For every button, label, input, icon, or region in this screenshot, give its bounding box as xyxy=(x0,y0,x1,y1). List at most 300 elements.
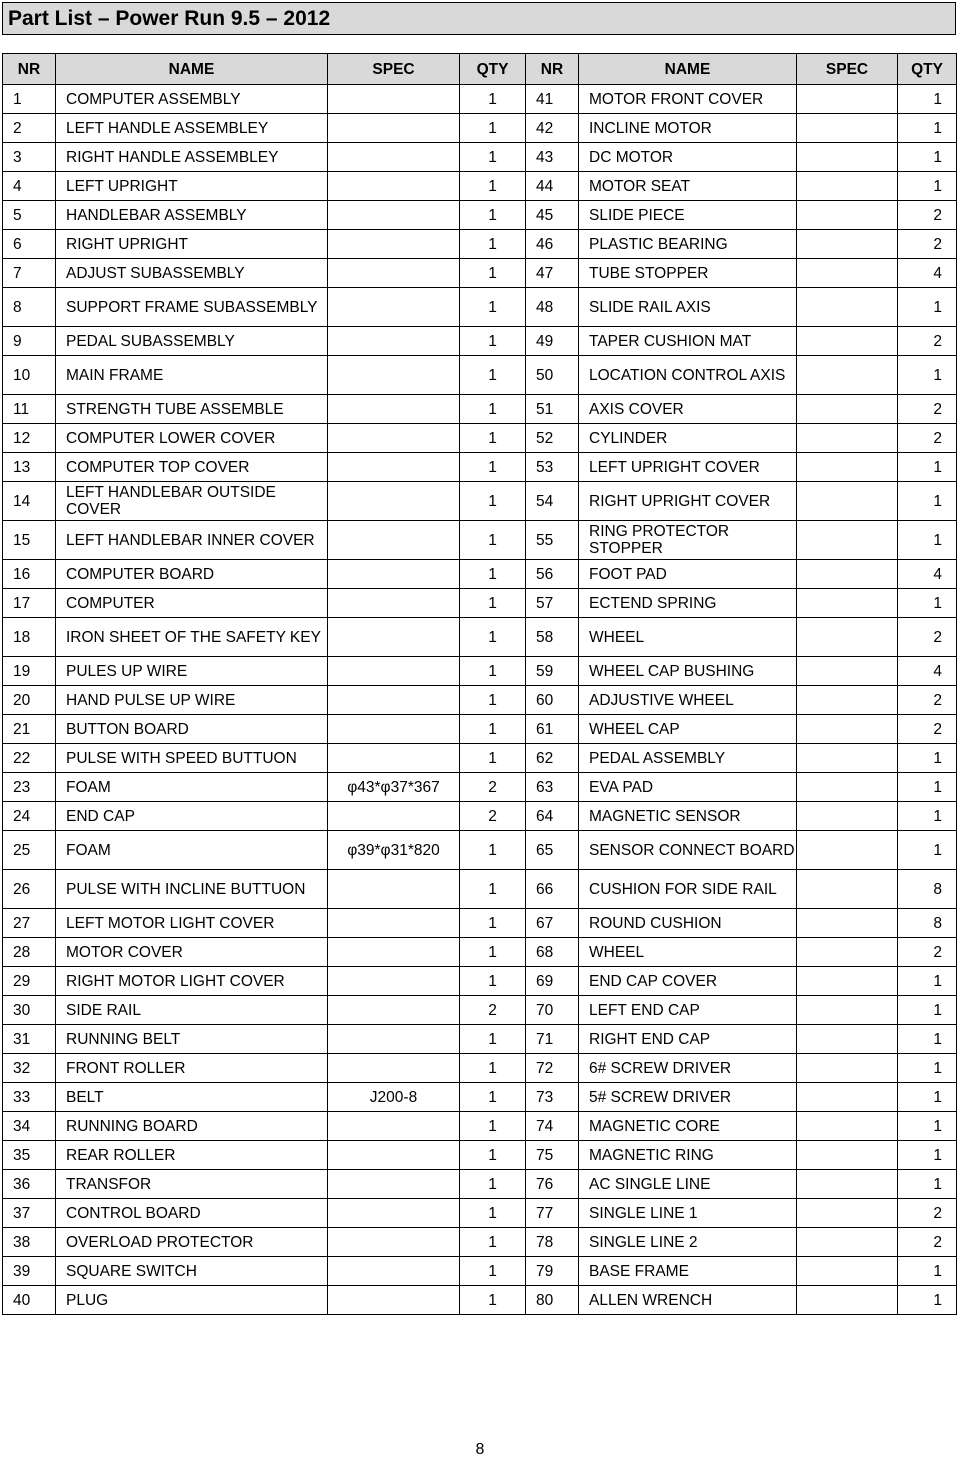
left-part-qty: 1 xyxy=(460,521,526,560)
left-part-number: 1 xyxy=(3,85,56,114)
right-part-qty: 2 xyxy=(898,938,957,967)
left-part-spec xyxy=(328,395,460,424)
right-part-qty: 2 xyxy=(898,424,957,453)
right-part-qty: 2 xyxy=(898,686,957,715)
right-part-number: 66 xyxy=(526,870,579,909)
right-part-spec xyxy=(797,424,898,453)
right-part-name: 6# SCREW DRIVER xyxy=(579,1054,797,1083)
right-part-spec xyxy=(797,996,898,1025)
left-part-number: 12 xyxy=(3,424,56,453)
right-part-qty: 1 xyxy=(898,1170,957,1199)
right-part-qty: 8 xyxy=(898,870,957,909)
right-part-name: FOOT PAD xyxy=(579,560,797,589)
left-part-qty: 1 xyxy=(460,356,526,395)
left-part-name: LEFT HANDLEBAR INNER COVER xyxy=(56,521,328,560)
right-part-spec xyxy=(797,1228,898,1257)
left-part-number: 35 xyxy=(3,1141,56,1170)
right-part-spec xyxy=(797,521,898,560)
right-part-qty: 1 xyxy=(898,1141,957,1170)
left-part-number: 37 xyxy=(3,1199,56,1228)
left-part-qty: 1 xyxy=(460,424,526,453)
left-part-number: 5 xyxy=(3,201,56,230)
table-row xyxy=(3,967,957,996)
header-nr-left: NR xyxy=(3,54,56,85)
right-part-spec xyxy=(797,85,898,114)
table-row xyxy=(3,870,957,909)
table-row xyxy=(3,327,957,356)
right-part-number: 56 xyxy=(526,560,579,589)
table-row xyxy=(3,560,957,589)
right-part-number: 65 xyxy=(526,831,579,870)
left-part-number: 3 xyxy=(3,143,56,172)
table-row xyxy=(3,618,957,657)
left-part-qty: 1 xyxy=(460,870,526,909)
right-part-qty: 2 xyxy=(898,230,957,259)
left-part-spec: φ43*φ37*367 xyxy=(328,773,460,802)
left-part-number: 11 xyxy=(3,395,56,424)
left-part-spec xyxy=(328,1257,460,1286)
left-part-qty: 1 xyxy=(460,114,526,143)
right-part-name: RIGHT UPRIGHT COVER xyxy=(579,482,797,521)
right-part-number: 46 xyxy=(526,230,579,259)
left-part-spec xyxy=(328,744,460,773)
table-row xyxy=(3,1228,957,1257)
left-part-number: 19 xyxy=(3,657,56,686)
right-part-spec xyxy=(797,143,898,172)
right-part-name: MOTOR FRONT COVER xyxy=(579,85,797,114)
right-part-name: TUBE STOPPER xyxy=(579,259,797,288)
right-part-name: EVA PAD xyxy=(579,773,797,802)
right-part-number: 43 xyxy=(526,143,579,172)
left-part-qty: 1 xyxy=(460,230,526,259)
right-part-qty: 1 xyxy=(898,521,957,560)
left-part-number: 29 xyxy=(3,967,56,996)
right-part-qty: 1 xyxy=(898,143,957,172)
right-part-spec xyxy=(797,686,898,715)
table-row xyxy=(3,773,957,802)
right-part-name: SINGLE LINE 2 xyxy=(579,1228,797,1257)
right-part-spec xyxy=(797,1083,898,1112)
left-part-name: RUNNING BELT xyxy=(56,1025,328,1054)
right-part-spec xyxy=(797,482,898,521)
right-part-number: 71 xyxy=(526,1025,579,1054)
right-part-spec xyxy=(797,172,898,201)
right-part-number: 68 xyxy=(526,938,579,967)
left-part-qty: 1 xyxy=(460,1228,526,1257)
title-bar xyxy=(2,2,956,35)
right-part-name: CUSHION FOR SIDE RAIL xyxy=(579,870,797,909)
left-part-name: HAND PULSE UP WIRE xyxy=(56,686,328,715)
right-part-spec xyxy=(797,1054,898,1083)
table-row xyxy=(3,1199,957,1228)
right-part-number: 72 xyxy=(526,1054,579,1083)
right-part-qty: 8 xyxy=(898,909,957,938)
right-part-qty: 1 xyxy=(898,1025,957,1054)
left-part-name: FOAM xyxy=(56,773,328,802)
page-title: Part List – Power Run 9.5 – 2012 xyxy=(8,7,331,30)
left-part-qty: 1 xyxy=(460,831,526,870)
left-part-spec xyxy=(328,1112,460,1141)
left-part-name: TRANSFOR xyxy=(56,1170,328,1199)
table-row xyxy=(3,715,957,744)
right-part-name: WHEEL xyxy=(579,938,797,967)
right-part-qty: 1 xyxy=(898,114,957,143)
right-part-number: 54 xyxy=(526,482,579,521)
table-row xyxy=(3,1083,957,1112)
left-part-spec xyxy=(328,996,460,1025)
right-part-number: 42 xyxy=(526,114,579,143)
left-part-spec xyxy=(328,657,460,686)
right-part-spec xyxy=(797,1257,898,1286)
right-part-qty: 1 xyxy=(898,773,957,802)
right-part-name: ALLEN WRENCH xyxy=(579,1286,797,1315)
right-part-spec xyxy=(797,938,898,967)
table-row xyxy=(3,356,957,395)
right-part-spec xyxy=(797,657,898,686)
left-part-number: 14 xyxy=(3,482,56,521)
left-part-name: FOAM xyxy=(56,831,328,870)
left-part-number: 33 xyxy=(3,1083,56,1112)
table-row xyxy=(3,521,957,560)
right-part-number: 67 xyxy=(526,909,579,938)
header-nr-right: NR xyxy=(526,54,579,85)
left-part-spec xyxy=(328,560,460,589)
left-part-number: 17 xyxy=(3,589,56,618)
left-part-number: 31 xyxy=(3,1025,56,1054)
table-row xyxy=(3,395,957,424)
left-part-name: PULES UP WIRE xyxy=(56,657,328,686)
left-part-qty: 1 xyxy=(460,938,526,967)
right-part-number: 51 xyxy=(526,395,579,424)
left-part-qty: 1 xyxy=(460,560,526,589)
right-part-name: WHEEL CAP xyxy=(579,715,797,744)
left-part-spec xyxy=(328,938,460,967)
table-row xyxy=(3,909,957,938)
right-part-number: 47 xyxy=(526,259,579,288)
right-part-qty: 1 xyxy=(898,172,957,201)
parts-table-body xyxy=(3,85,957,1315)
right-part-spec xyxy=(797,744,898,773)
left-part-qty: 1 xyxy=(460,453,526,482)
right-part-number: 61 xyxy=(526,715,579,744)
right-part-qty: 1 xyxy=(898,482,957,521)
right-part-name: RIGHT END CAP xyxy=(579,1025,797,1054)
table-row xyxy=(3,201,957,230)
left-part-qty: 1 xyxy=(460,686,526,715)
right-part-spec xyxy=(797,870,898,909)
right-part-name: DC MOTOR xyxy=(579,143,797,172)
left-part-spec xyxy=(328,114,460,143)
right-part-number: 49 xyxy=(526,327,579,356)
right-part-name: MAGNETIC CORE xyxy=(579,1112,797,1141)
right-part-number: 79 xyxy=(526,1257,579,1286)
right-part-name: WHEEL CAP BUSHING xyxy=(579,657,797,686)
left-part-qty: 1 xyxy=(460,288,526,327)
right-part-number: 53 xyxy=(526,453,579,482)
left-part-name: COMPUTER xyxy=(56,589,328,618)
right-part-name: SLIDE RAIL AXIS xyxy=(579,288,797,327)
right-part-qty: 1 xyxy=(898,967,957,996)
left-part-qty: 2 xyxy=(460,996,526,1025)
header-qty-left: QTY xyxy=(460,54,526,85)
left-part-qty: 1 xyxy=(460,327,526,356)
left-part-name: IRON SHEET OF THE SAFETY KEY xyxy=(56,618,328,657)
right-part-qty: 2 xyxy=(898,715,957,744)
right-part-number: 60 xyxy=(526,686,579,715)
right-part-spec xyxy=(797,201,898,230)
left-part-qty: 1 xyxy=(460,259,526,288)
left-part-qty: 1 xyxy=(460,85,526,114)
left-part-spec xyxy=(328,715,460,744)
left-part-spec xyxy=(328,909,460,938)
right-part-number: 44 xyxy=(526,172,579,201)
left-part-qty: 1 xyxy=(460,744,526,773)
left-part-spec xyxy=(328,327,460,356)
left-part-spec: φ39*φ31*820 xyxy=(328,831,460,870)
left-part-spec xyxy=(328,1199,460,1228)
header-name-left: NAME xyxy=(56,54,328,85)
left-part-qty: 1 xyxy=(460,909,526,938)
left-part-name: RIGHT HANDLE ASSEMBLEY xyxy=(56,143,328,172)
left-part-name: SIDE RAIL xyxy=(56,996,328,1025)
left-part-name: COMPUTER ASSEMBLY xyxy=(56,85,328,114)
left-part-name: OVERLOAD PROTECTOR xyxy=(56,1228,328,1257)
right-part-name: PEDAL ASSEMBLY xyxy=(579,744,797,773)
table-row xyxy=(3,1170,957,1199)
left-part-spec xyxy=(328,453,460,482)
right-part-name: CYLINDER xyxy=(579,424,797,453)
left-part-name: PEDAL SUBASSEMBLY xyxy=(56,327,328,356)
left-part-number: 2 xyxy=(3,114,56,143)
right-part-qty: 1 xyxy=(898,996,957,1025)
right-part-name: 5# SCREW DRIVER xyxy=(579,1083,797,1112)
right-part-number: 52 xyxy=(526,424,579,453)
right-part-number: 80 xyxy=(526,1286,579,1315)
left-part-number: 25 xyxy=(3,831,56,870)
left-part-name: LEFT UPRIGHT xyxy=(56,172,328,201)
left-part-number: 20 xyxy=(3,686,56,715)
left-part-qty: 1 xyxy=(460,395,526,424)
left-part-qty: 1 xyxy=(460,618,526,657)
right-part-number: 76 xyxy=(526,1170,579,1199)
left-part-name: FRONT ROLLER xyxy=(56,1054,328,1083)
left-part-spec xyxy=(328,1170,460,1199)
right-part-spec xyxy=(797,327,898,356)
left-part-spec xyxy=(328,482,460,521)
right-part-number: 45 xyxy=(526,201,579,230)
right-part-spec xyxy=(797,715,898,744)
right-part-qty: 1 xyxy=(898,831,957,870)
right-part-qty: 2 xyxy=(898,618,957,657)
right-part-number: 41 xyxy=(526,85,579,114)
right-part-spec xyxy=(797,1199,898,1228)
left-part-qty: 2 xyxy=(460,802,526,831)
table-row xyxy=(3,802,957,831)
left-part-name: BUTTON BOARD xyxy=(56,715,328,744)
left-part-qty: 1 xyxy=(460,1141,526,1170)
right-part-spec xyxy=(797,230,898,259)
table-row xyxy=(3,85,957,114)
right-part-number: 55 xyxy=(526,521,579,560)
right-part-number: 57 xyxy=(526,589,579,618)
table-row xyxy=(3,831,957,870)
left-part-number: 23 xyxy=(3,773,56,802)
header-qty-right: QTY xyxy=(898,54,957,85)
left-part-spec xyxy=(328,424,460,453)
right-part-qty: 2 xyxy=(898,395,957,424)
left-part-name: RIGHT MOTOR LIGHT COVER xyxy=(56,967,328,996)
right-part-spec xyxy=(797,909,898,938)
right-part-spec xyxy=(797,395,898,424)
right-part-spec xyxy=(797,114,898,143)
right-part-name: SENSOR CONNECT BOARD xyxy=(579,831,797,870)
left-part-qty: 1 xyxy=(460,1112,526,1141)
left-part-name: RUNNING BOARD xyxy=(56,1112,328,1141)
table-row xyxy=(3,657,957,686)
left-part-number: 34 xyxy=(3,1112,56,1141)
right-part-spec xyxy=(797,288,898,327)
left-part-number: 7 xyxy=(3,259,56,288)
right-part-spec xyxy=(797,453,898,482)
left-part-name: SUPPORT FRAME SUBASSEMBLY xyxy=(56,288,328,327)
right-part-spec xyxy=(797,1286,898,1315)
right-part-qty: 1 xyxy=(898,288,957,327)
left-part-number: 4 xyxy=(3,172,56,201)
table-row xyxy=(3,230,957,259)
right-part-qty: 1 xyxy=(898,356,957,395)
left-part-number: 6 xyxy=(3,230,56,259)
left-part-name: HANDLEBAR ASSEMBLY xyxy=(56,201,328,230)
left-part-qty: 1 xyxy=(460,589,526,618)
left-part-qty: 1 xyxy=(460,482,526,521)
left-part-name: MAIN FRAME xyxy=(56,356,328,395)
left-part-spec xyxy=(328,143,460,172)
right-part-number: 77 xyxy=(526,1199,579,1228)
table-row xyxy=(3,1141,957,1170)
right-part-number: 58 xyxy=(526,618,579,657)
left-part-qty: 1 xyxy=(460,967,526,996)
left-part-spec xyxy=(328,686,460,715)
right-part-number: 69 xyxy=(526,967,579,996)
left-part-number: 16 xyxy=(3,560,56,589)
table-row xyxy=(3,996,957,1025)
header-name-right: NAME xyxy=(579,54,797,85)
table-row xyxy=(3,424,957,453)
left-part-spec xyxy=(328,521,460,560)
left-part-spec xyxy=(328,356,460,395)
right-part-qty: 4 xyxy=(898,657,957,686)
right-part-qty: 2 xyxy=(898,1228,957,1257)
right-part-spec xyxy=(797,1025,898,1054)
right-part-number: 73 xyxy=(526,1083,579,1112)
right-part-name: LOCATION CONTROL AXIS xyxy=(579,356,797,395)
table-row xyxy=(3,172,957,201)
left-part-number: 39 xyxy=(3,1257,56,1286)
right-part-qty: 1 xyxy=(898,1286,957,1315)
right-part-name: LEFT END CAP xyxy=(579,996,797,1025)
left-part-number: 30 xyxy=(3,996,56,1025)
right-part-spec xyxy=(797,259,898,288)
right-part-name: SLIDE PIECE xyxy=(579,201,797,230)
left-part-name: COMPUTER TOP COVER xyxy=(56,453,328,482)
left-part-spec xyxy=(328,172,460,201)
right-part-number: 59 xyxy=(526,657,579,686)
left-part-spec xyxy=(328,1286,460,1315)
left-part-spec xyxy=(328,1054,460,1083)
left-part-name: BELT xyxy=(56,1083,328,1112)
left-part-number: 15 xyxy=(3,521,56,560)
left-part-spec xyxy=(328,1228,460,1257)
left-part-number: 9 xyxy=(3,327,56,356)
left-part-name: RIGHT UPRIGHT xyxy=(56,230,328,259)
left-part-number: 13 xyxy=(3,453,56,482)
left-part-name: COMPUTER BOARD xyxy=(56,560,328,589)
left-part-qty: 1 xyxy=(460,1199,526,1228)
right-part-spec xyxy=(797,831,898,870)
left-part-name: PLUG xyxy=(56,1286,328,1315)
table-row xyxy=(3,114,957,143)
right-part-name: TAPER CUSHION MAT xyxy=(579,327,797,356)
right-part-spec xyxy=(797,618,898,657)
table-row xyxy=(3,453,957,482)
right-part-qty: 2 xyxy=(898,327,957,356)
left-part-qty: 1 xyxy=(460,172,526,201)
left-part-name: LEFT HANDLE ASSEMBLEY xyxy=(56,114,328,143)
left-part-number: 8 xyxy=(3,288,56,327)
left-part-spec: J200-8 xyxy=(328,1083,460,1112)
right-part-name: END CAP COVER xyxy=(579,967,797,996)
left-part-spec xyxy=(328,201,460,230)
right-part-number: 62 xyxy=(526,744,579,773)
left-part-name: COMPUTER LOWER COVER xyxy=(56,424,328,453)
table-header-row xyxy=(3,54,957,85)
left-part-number: 10 xyxy=(3,356,56,395)
table-row xyxy=(3,1054,957,1083)
left-part-qty: 1 xyxy=(460,657,526,686)
right-part-name: ECTEND SPRING xyxy=(579,589,797,618)
right-part-name: AXIS COVER xyxy=(579,395,797,424)
parts-table xyxy=(2,53,957,1315)
left-part-spec xyxy=(328,1025,460,1054)
left-part-qty: 1 xyxy=(460,201,526,230)
right-part-number: 63 xyxy=(526,773,579,802)
left-part-number: 27 xyxy=(3,909,56,938)
left-part-qty: 1 xyxy=(460,1257,526,1286)
left-part-spec xyxy=(328,589,460,618)
table-row xyxy=(3,938,957,967)
right-part-spec xyxy=(797,967,898,996)
left-part-number: 40 xyxy=(3,1286,56,1315)
right-part-qty: 1 xyxy=(898,802,957,831)
right-part-name: SINGLE LINE 1 xyxy=(579,1199,797,1228)
left-part-number: 24 xyxy=(3,802,56,831)
header-spec-left: SPEC xyxy=(328,54,460,85)
left-part-number: 18 xyxy=(3,618,56,657)
right-part-qty: 1 xyxy=(898,1083,957,1112)
left-part-number: 22 xyxy=(3,744,56,773)
left-part-qty: 1 xyxy=(460,143,526,172)
left-part-spec xyxy=(328,288,460,327)
left-part-spec xyxy=(328,618,460,657)
table-row xyxy=(3,686,957,715)
table-row xyxy=(3,1257,957,1286)
right-part-name: PLASTIC BEARING xyxy=(579,230,797,259)
right-part-name: MAGNETIC SENSOR xyxy=(579,802,797,831)
table-row xyxy=(3,1286,957,1315)
right-part-name: MAGNETIC RING xyxy=(579,1141,797,1170)
right-part-number: 75 xyxy=(526,1141,579,1170)
left-part-qty: 2 xyxy=(460,773,526,802)
